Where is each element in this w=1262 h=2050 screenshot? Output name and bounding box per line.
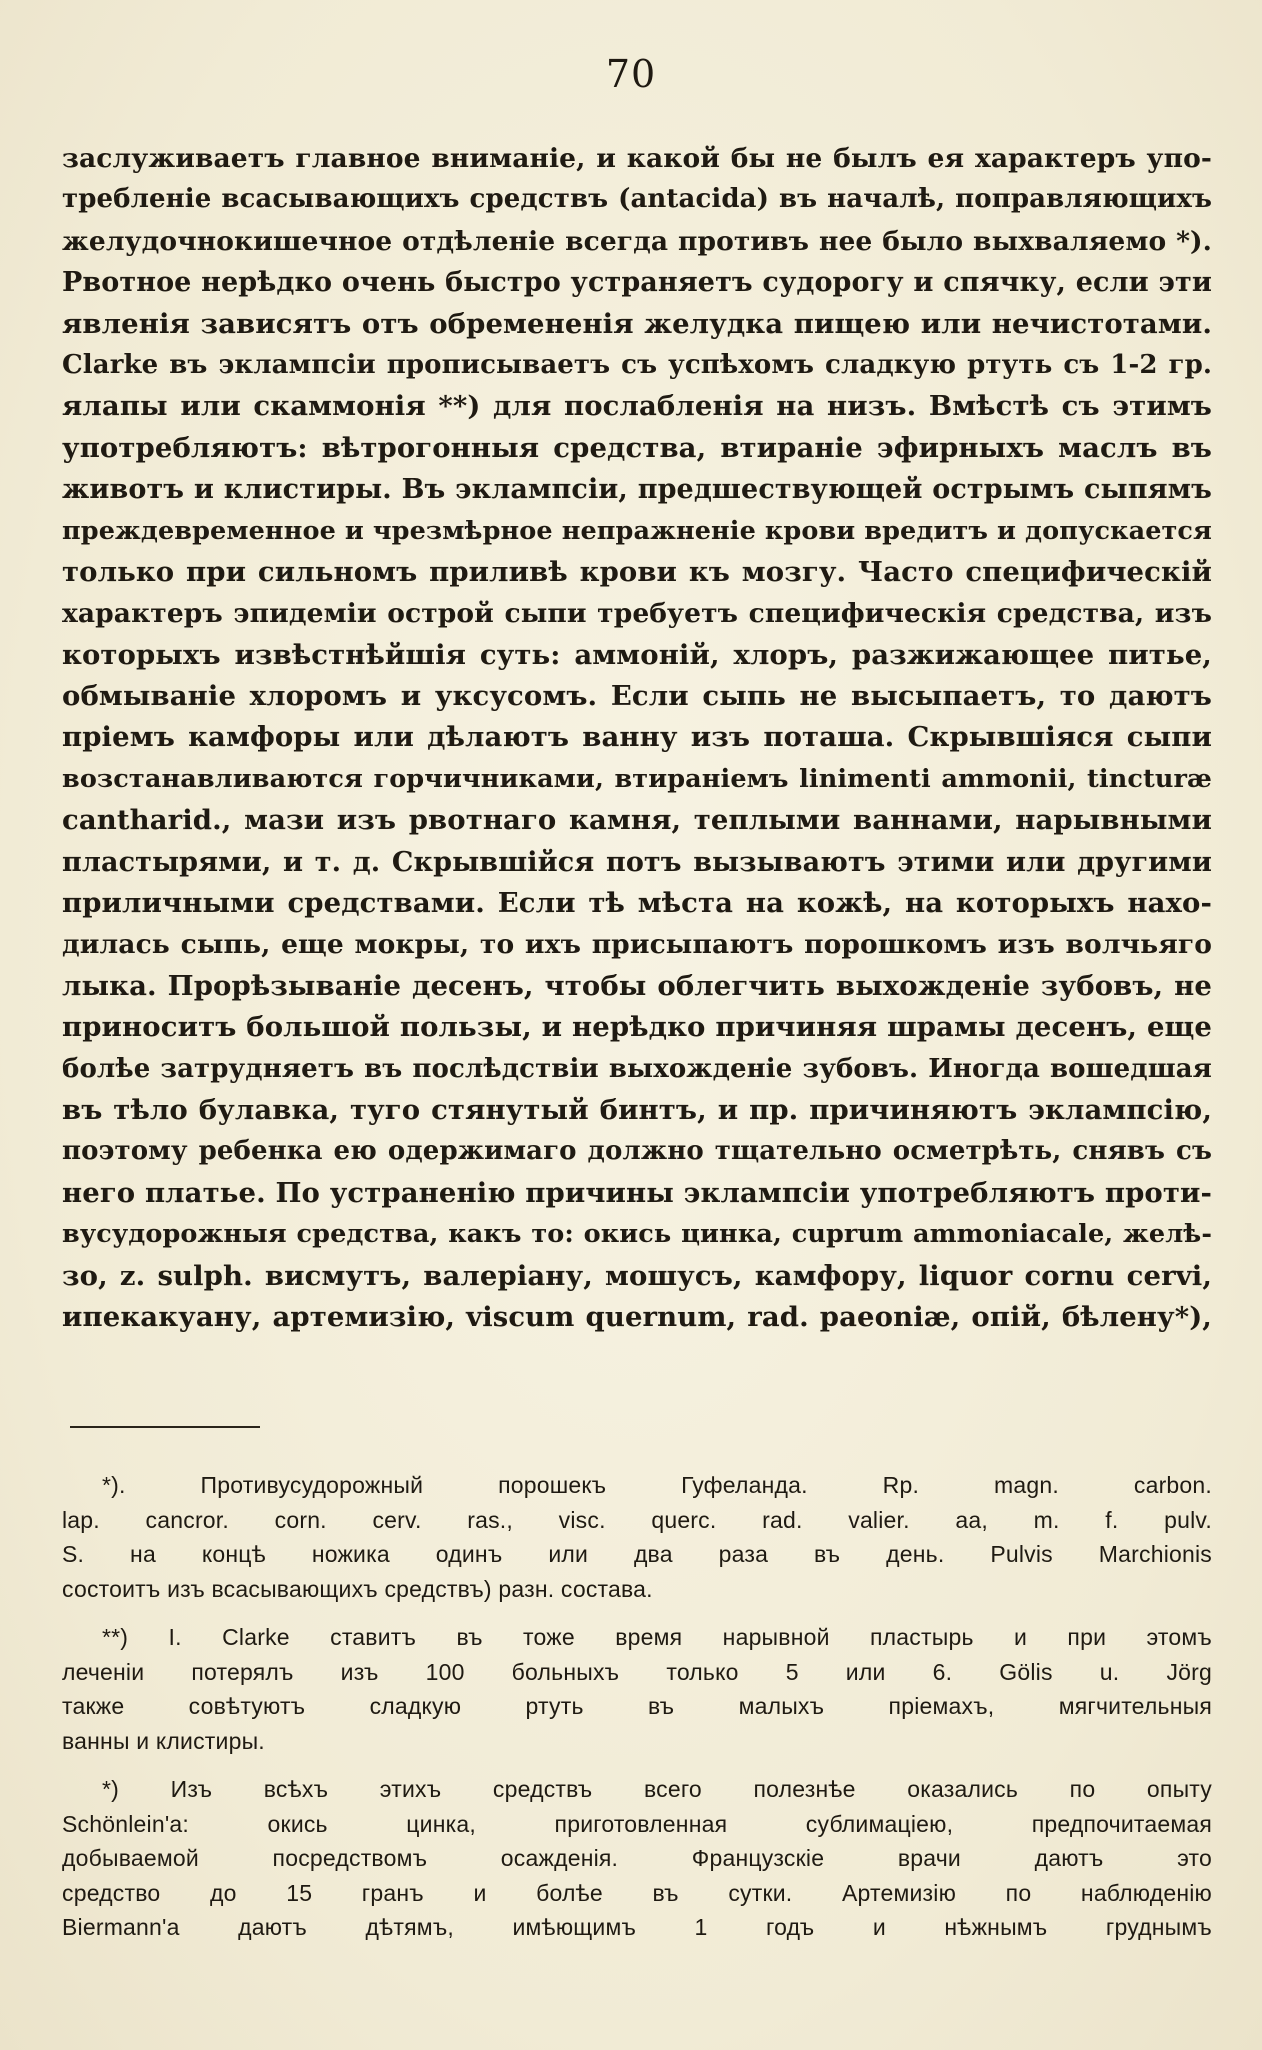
text-line: Рвотное нерѣдко очень быстро устраняетъ судорогу и спячку, если эти [62, 267, 1212, 299]
text-line: вусудорожныя средства, какъ то: окись цинка, cuprum ammoniacale, желѣ- [62, 1219, 1212, 1250]
text-line: пластырями, и т. д. Скрывшійся потъ вызываютъ этими или другими [62, 846, 1212, 878]
footnote-line: **) I. Clarke ставитъ въ тоже время нарывной пластырь и при этомъ [102, 1624, 1212, 1650]
text-line: явленія зависятъ отъ обремененія желудка пищею или нечистотами. [62, 307, 1212, 340]
footnote-line: Biermann'a даютъ дѣтямъ, имѣющимъ 1 годъ и нѣжнымъ груднымъ [62, 1914, 1212, 1940]
text-line: желудочнокишечное отдѣленіе всегда противъ нее было выхваляемо *). [62, 225, 1212, 257]
text-line: ялапы или скаммонія **) для послабленія на низъ. Вмѣстѣ съ этимъ [62, 390, 1212, 423]
footnotes [62, 1468, 1212, 1959]
footnote-line: *) Изъ всѣхъ этихъ средствъ всего полезнѣе оказались по опыту [102, 1776, 1212, 1802]
text-line: заслуживаетъ главное вниманіе, и какой бы не былъ ея характеръ упо- [62, 143, 1212, 174]
text-line: которыхъ извѣстнѣйшія суть: аммоній, хлоръ, разжижающее питье, [62, 638, 1212, 671]
text-line: него платье. По устраненію причины эклампсіи употребляютъ проти- [62, 1176, 1212, 1209]
text-line: пріемъ камфоры или дѣлаютъ ванну изъ поташа. Скрывшіяся сыпи [62, 721, 1212, 754]
footnote-separator [70, 1426, 260, 1428]
text-line: требленіе всасывающихъ средствъ (antacida) въ началѣ, поправляющихъ [62, 184, 1212, 215]
text-line: только при сильномъ приливѣ крови къ мозгу. Часто специфическій [62, 555, 1212, 588]
footnote-line: средство до 15 гранъ и болѣе въ сутки. Артемизію по наблюденію [62, 1879, 1212, 1906]
footnote [62, 1620, 1212, 1758]
text-line: дилась сыпь, еще мокры, то ихъ присыпаютъ порошкомъ изъ волчьяго [62, 929, 1212, 961]
footnote [62, 1468, 1212, 1606]
footnote-line: леченіи потерялъ изъ 100 больныхъ только 5 или 6. Gölis u. Jörg [62, 1658, 1212, 1685]
footnote [62, 1772, 1212, 1945]
text-line: приличными средствами. Если тѣ мѣста на кожѣ, на которыхъ нахо- [62, 887, 1212, 920]
footnote-line: ванны и клистиры. [62, 1727, 265, 1754]
footnote-line: состоитъ изъ всасывающихъ средствъ) разн. состава. [62, 1575, 653, 1602]
text-line: приноситъ большой пользы, и нерѣдко причиняя шрамы десенъ, еще [62, 1011, 1212, 1044]
text-line: характеръ эпидеміи острой сыпи требуетъ специфическія средства, изъ [62, 598, 1212, 630]
text-line: возстанавливаются горчичниками, втираніемъ linimenti ammonii, tincturæ [62, 763, 1212, 794]
footnote-line: добываемой посредствомъ осажденія. Французскіе врачи даютъ это [62, 1845, 1212, 1871]
text-line: животъ и клистиры. Въ эклампсіи, предшествующей острымъ сыпямъ [62, 474, 1212, 506]
page-number: 70 [605, 52, 657, 96]
text-line: употребляютъ: вѣтрогонныя средства, втираніе эфирныхъ маслъ въ [62, 431, 1212, 464]
footnote-line: *). Противусудорожный порошекъ Гуфеланда. Rp. magn. carbon. [102, 1472, 1212, 1498]
text-line: cantharid., мази изъ рвотнаго камня, теплыми ваннами, нарывными [62, 804, 1212, 837]
footnote-line: S. на концѣ ножика одинъ или два раза въ день. Pulvis Marchionis [62, 1541, 1212, 1567]
text-line: обмываніе хлоромъ и уксусомъ. Если сыпь не высыпаетъ, то даютъ [62, 680, 1212, 713]
text-line: лыка. Прорѣзываніе десенъ, чтобы облегчить выхожденіе зубовъ, не [62, 969, 1212, 1002]
text-line: зо, z. sulph. висмутъ, валеріану, мошусъ, камфору, liquor cornu cervi, [62, 1259, 1212, 1292]
text-line: преждевременное и чрезмѣрное непражненіе крови вредитъ и допускается [62, 515, 1212, 546]
text-line: въ тѣло булавка, туго стянутый бинтъ, и пр. причиняютъ эклампсію, [62, 1093, 1212, 1126]
text-line: поэтому ребенка ею одержимаго должно тщательно осметрѣть, снявъ съ [62, 1136, 1212, 1167]
footnote-line: Schönlein'a: окись цинка, приготовленная сублимаціею, предпочитаемая [62, 1810, 1212, 1837]
text-line: ипекакуану, артемизію, viscum quernum, rad. paeoniæ, опій, бѣлену*), [62, 1300, 1212, 1333]
text-line: болѣе затрудняетъ въ послѣдствіи выхожденіе зубовъ. Иногда вошедшая [62, 1053, 1212, 1084]
footnote-line: также совѣтуютъ сладкую ртуть въ малыхъ пріемахъ, мягчительныя [62, 1693, 1212, 1719]
text-line: Clarke въ эклампсіи прописываетъ съ успѣхомъ сладкую ртуть съ 1-2 гр. [62, 349, 1212, 380]
footnote-line: lap. cancror. corn. cerv. ras., visc. querc. rad. valier. aa, m. f. pulv. [62, 1506, 1212, 1533]
main-text [62, 138, 1212, 1338]
